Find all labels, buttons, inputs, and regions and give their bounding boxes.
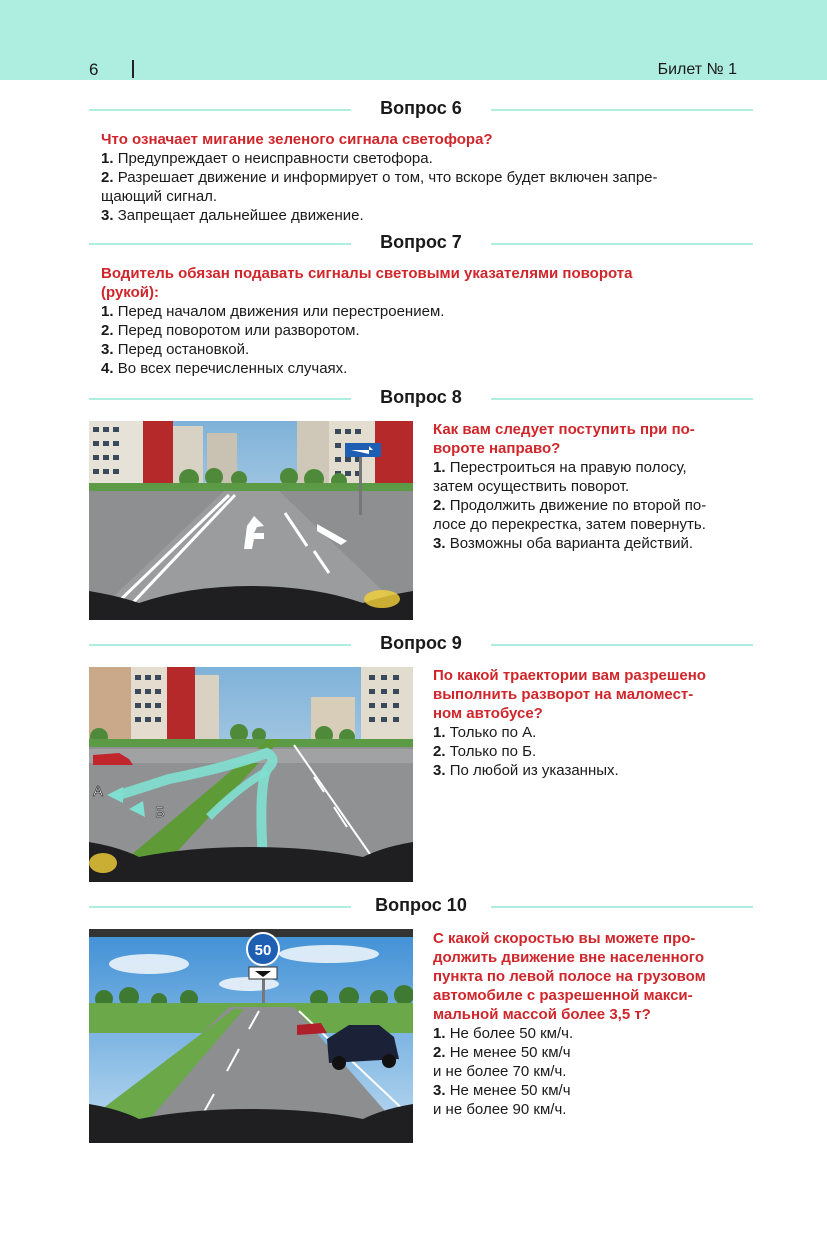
- ticket-label: Билет № 1: [657, 61, 737, 78]
- answer-option[interactable]: 2. Только по Б.: [433, 743, 537, 760]
- answer-option[interactable]: 3. Возможны оба варианта действий.: [433, 535, 694, 552]
- answer-option[interactable]: 2. Не менее 50 км/ч и не более 70 км/ч.: [433, 1044, 571, 1080]
- question-6-title: Вопрос 6: [380, 98, 462, 118]
- question-8-title: Вопрос 8: [380, 387, 462, 407]
- question-6-header: [89, 98, 753, 122]
- answer-option[interactable]: 1. Предупреждает о неисправности светофора.: [101, 150, 433, 167]
- question-6-text: Что означает мигание зеленого сигнала светофора?: [101, 131, 493, 148]
- question-9-title: Вопрос 9: [380, 633, 462, 653]
- answer-option[interactable]: 3. Запрещает дальнейшее движение.: [101, 207, 364, 224]
- question-10-image: [89, 929, 413, 1143]
- page-number: 6: [89, 60, 99, 79]
- question-10-block: [433, 929, 763, 1119]
- question-8-block: [433, 420, 763, 553]
- question-8-text: Как вам следует поступить при по- вороте направо?: [433, 421, 695, 457]
- question-10-header: [89, 895, 753, 919]
- question-7-header: [89, 232, 753, 256]
- answer-option[interactable]: 1. Перед началом движения или перестроением.: [101, 303, 445, 320]
- question-7-text: Водитель обязан подавать сигналы световыми указателями поворота (рукой):: [101, 265, 633, 301]
- question-9-image: [89, 667, 413, 882]
- speed-sign-value: 50: [254, 942, 272, 959]
- question-10-text: С какой скоростью вы можете про- должить движение вне населенного пункта по левой полосе на грузовом автомобиле с разрешенной макси- мальной массой более 3,5 т?: [433, 930, 706, 1023]
- header-divider: [132, 60, 134, 78]
- answer-option[interactable]: 3. Перед остановкой.: [101, 341, 250, 358]
- question-9-header: [89, 633, 753, 657]
- answer-option[interactable]: 4. Во всех перечисленных случаях.: [101, 360, 348, 377]
- answer-option[interactable]: 2. Продолжить движение по второй по- лосе до перекрестка, затем повернуть.: [433, 497, 707, 533]
- answer-option[interactable]: 2. Перед поворотом или разворотом.: [101, 322, 360, 339]
- question-8-image: [89, 421, 413, 620]
- answer-option[interactable]: 1. Не более 50 км/ч.: [433, 1025, 574, 1042]
- question-9-block: [433, 666, 763, 780]
- answer-option[interactable]: 1. Только по А.: [433, 724, 537, 741]
- question-8-header: [89, 387, 753, 411]
- answer-option[interactable]: 3. Не менее 50 км/ч и не более 90 км/ч.: [433, 1082, 571, 1118]
- question-7-block: [101, 264, 761, 378]
- question-10-title: Вопрос 10: [375, 895, 467, 915]
- answer-option[interactable]: 2. Разрешает движение и информирует о том, что вскоре будет включен запре- щающий сигнал.: [101, 169, 658, 205]
- answer-option[interactable]: 1. Перестроиться на правую полосу, затем осуществить поворот.: [433, 459, 687, 495]
- question-7-title: Вопрос 7: [380, 232, 462, 252]
- path-label-b: Б: [155, 804, 165, 821]
- question-6-block: [101, 130, 761, 225]
- path-label-a: А: [93, 783, 104, 800]
- answer-option[interactable]: 3. По любой из указанных.: [433, 762, 619, 779]
- question-9-text: По какой траектории вам разрешено выполнить разворот на маломест- ном автобусе?: [433, 667, 706, 722]
